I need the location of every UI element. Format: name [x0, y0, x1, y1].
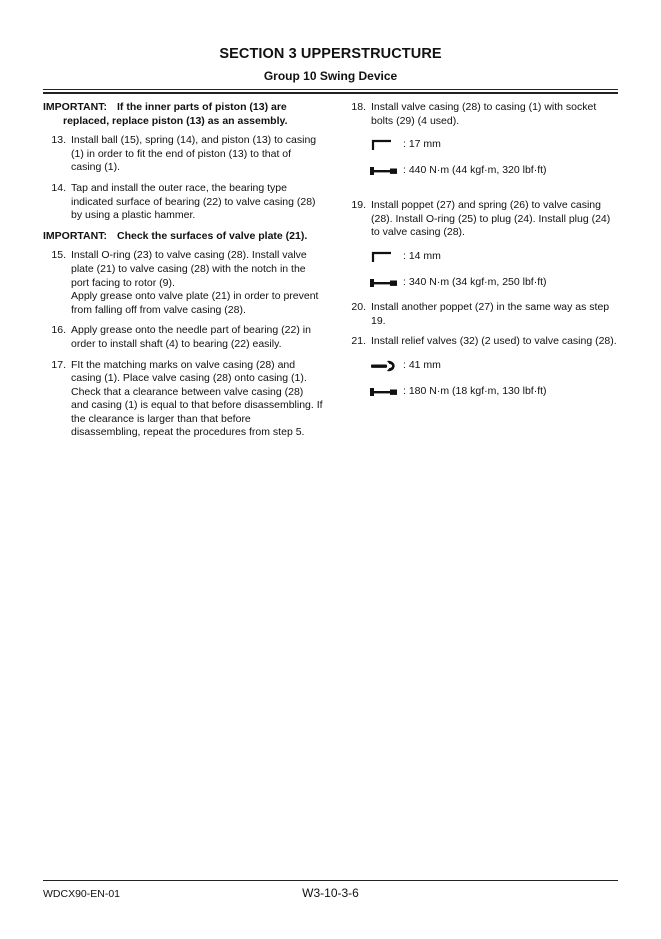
step-19: [349, 199, 619, 240]
step-text: Install valve casing (28) to casing (1) with socket bolts (29) (4 used).: [371, 101, 597, 127]
step-text: Tap and install the outer race, the bearing type indicated surface of bearing (22) to valve casing (28) by using a plastic hammer.: [71, 181, 316, 222]
left-column: [43, 101, 323, 447]
important-text: Check the surfaces of valve plate (21).: [117, 229, 308, 242]
wrench-icon: [369, 359, 399, 373]
step-number: 13.: [51, 134, 66, 147]
important-label: IMPORTANT:: [43, 229, 107, 242]
page-number: W3-10-3-6: [302, 886, 359, 900]
step-text: Install ball (15), spring (14), and piston (13) to casing (1) in order to fit the end of piston (13) to that of casing (1).: [71, 134, 317, 174]
right-column: [349, 101, 619, 410]
torque-value: : 340 N·m (34 kgf·m, 250 lbf·ft): [403, 276, 547, 289]
torque-spec: [369, 275, 619, 291]
important-text-line1: If the inner parts of piston (13) are: [117, 101, 287, 113]
header-rule-thick: [43, 92, 618, 94]
step-17: [43, 359, 323, 441]
important-note-piston: [43, 101, 323, 128]
step-16: [43, 324, 323, 351]
step-14: [43, 182, 323, 223]
step-number: 14.: [51, 181, 66, 194]
important-label: IMPORTANT:: [43, 101, 107, 113]
tool-size-spec: [369, 137, 619, 153]
step-number: 17.: [51, 358, 66, 371]
step-13: [43, 134, 323, 175]
step-15: [43, 249, 323, 317]
step-18: [349, 101, 619, 128]
step-text: Apply grease onto the needle part of bearing (22) in order to install shaft (4) to bearing (22) easily.: [71, 324, 311, 350]
group-title: Group 10 Swing Device: [263, 69, 398, 83]
step-21: [349, 335, 619, 349]
section-title: SECTION 3 UPPERSTRUCTURE: [219, 46, 442, 62]
torque-wrench-icon: [369, 385, 399, 399]
step-text: Install relief valves (32) (2 used) to valve casing (28).: [371, 335, 617, 348]
header-rule-thin: [43, 89, 618, 90]
hex-key-icon: [369, 250, 399, 264]
important-note-valve-plate: [43, 230, 323, 244]
step-number: 20.: [351, 300, 366, 313]
tool-size-value: : 14 mm: [403, 250, 441, 263]
footer-rule: [43, 880, 618, 881]
torque-wrench-icon: [369, 276, 399, 290]
step-number: 16.: [51, 324, 66, 337]
torque-spec: [369, 163, 619, 179]
step-text-2: Apply grease onto valve plate (21) in order to prevent from falling off from valve casing (28).: [71, 290, 319, 316]
torque-spec: [369, 384, 619, 400]
hex-key-icon: [369, 138, 399, 152]
tool-size-value: : 17 mm: [403, 138, 441, 151]
important-text-line2: replaced, replace piston (13) as an assembly.: [63, 114, 288, 127]
step-number: 15.: [51, 249, 66, 262]
step-number: 19.: [351, 199, 366, 212]
step-number: 18.: [351, 101, 366, 113]
step-text: FIt the matching marks on valve casing (28) and casing (1). Place valve casing (28) onto casing (1). Check that a clearance between valve casing (28) and casing (1) is equal to that before disassembling. If the clearance is larger than that before disassembling, repeat the procedures from step 5.: [71, 358, 323, 439]
document-id: WDCX90-EN-01: [43, 888, 121, 900]
torque-value: : 440 N·m (44 kgf·m, 320 lbf·ft): [403, 164, 547, 177]
tool-size-spec: [369, 249, 619, 265]
step-20: [349, 301, 619, 328]
torque-value: : 180 N·m (18 kgf·m, 130 lbf·ft): [403, 384, 547, 397]
step-text: Install another poppet (27) in the same way as step 19.: [371, 300, 610, 327]
step-text: Install O-ring (23) to valve casing (28). Install valve plate (21) to valve casing (28) with the notch in the port facing to rotor (9).: [71, 249, 307, 289]
step-text: Install poppet (27) and spring (26) to valve casing (28). Install O-ring (25) to plug (24). Install plug (24) to valve casing (28).: [371, 199, 611, 239]
tool-size-spec: [369, 358, 619, 374]
step-number: 21.: [351, 335, 366, 348]
tool-size-value: : 41 mm: [403, 358, 441, 371]
torque-wrench-icon: [369, 164, 399, 178]
